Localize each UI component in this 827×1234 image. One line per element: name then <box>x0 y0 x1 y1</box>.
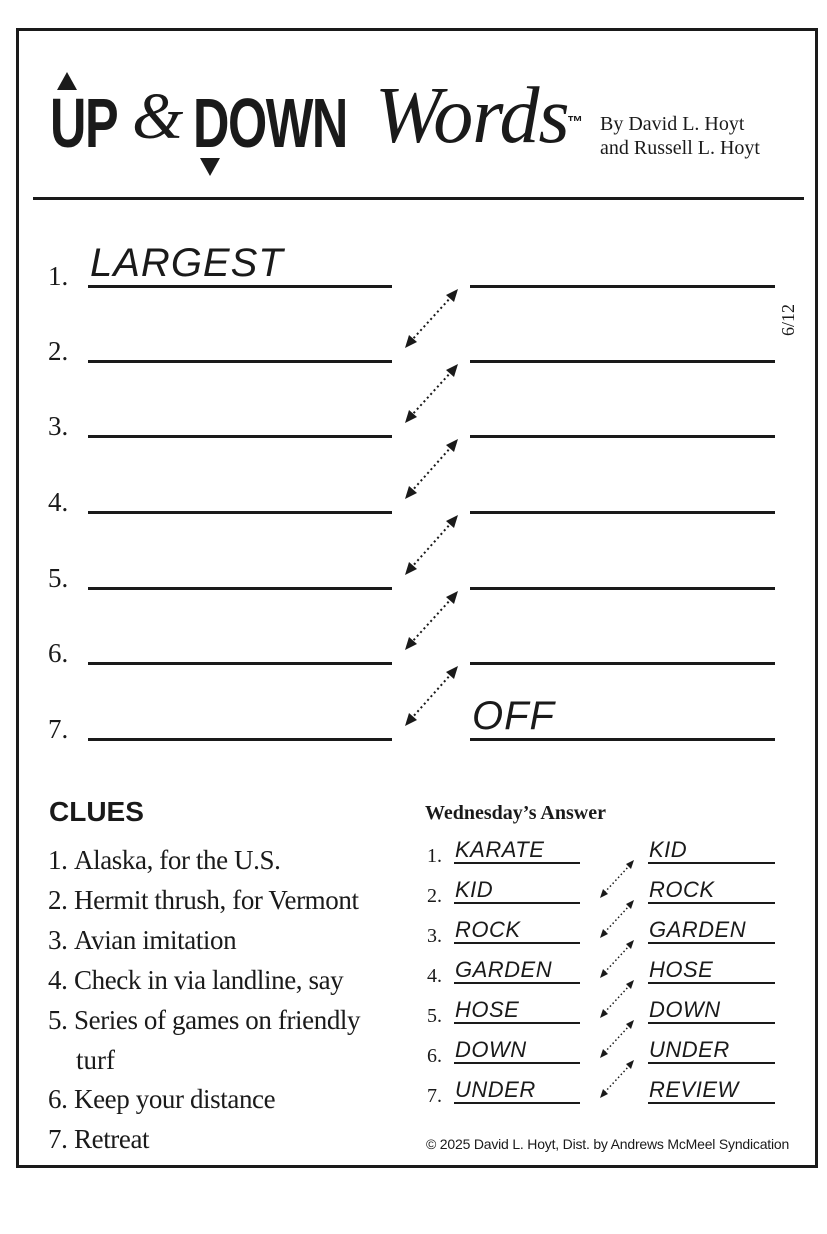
clue-number: 6. <box>48 1084 68 1114</box>
clue-text: Check in via landline, say <box>74 965 344 995</box>
clue-text: Retreat <box>74 1124 150 1154</box>
copyright: © 2025 David L. Hoyt, Dist. by Andrews McMeel Syndication <box>426 1136 790 1152</box>
row-number: 6. <box>48 638 69 668</box>
byline-line-1: By David L. Hoyt <box>600 113 745 135</box>
previous-row-number: 3. <box>427 925 442 947</box>
title-ampersand: & <box>132 80 184 153</box>
title-up: UP <box>50 84 118 162</box>
previous-left-word: GARDEN <box>455 957 553 982</box>
previous-left-word: KID <box>455 877 494 902</box>
previous-row-number: 4. <box>427 965 442 987</box>
side-date: 6/12 <box>778 303 798 336</box>
clue-text: Hermit thrush, for Vermont <box>74 885 359 915</box>
row-number: 1. <box>48 261 69 291</box>
previous-right-word: HOSE <box>649 957 714 982</box>
double-arrow-icon <box>600 860 634 898</box>
title-words: Words <box>375 72 569 160</box>
double-arrow-icon <box>600 1020 634 1058</box>
previous-right-word: KID <box>649 837 688 862</box>
previous-row-number: 2. <box>427 885 442 907</box>
previous-answer-heading: Wednesday’s Answer <box>425 802 606 824</box>
previous-left-word: KARATE <box>455 837 545 862</box>
clue-number: 2. <box>48 885 68 915</box>
clue-text: Avian imitation <box>74 925 237 955</box>
trademark-mark: ™ <box>567 114 583 131</box>
previous-right-word: UNDER <box>649 1037 730 1062</box>
previous-right-word: ROCK <box>649 877 715 902</box>
clue-number: 3. <box>48 925 68 955</box>
double-arrow-icon <box>600 940 634 978</box>
previous-right-word: GARDEN <box>649 917 747 942</box>
clue-number: 7. <box>48 1124 68 1154</box>
clue-number: 5. <box>48 1005 68 1035</box>
double-arrow-icon <box>600 980 634 1018</box>
row-number: 5. <box>48 563 69 593</box>
row-number: 4. <box>48 487 69 517</box>
clue-text: Keep your distance <box>74 1084 276 1114</box>
previous-left-word: UNDER <box>455 1077 536 1102</box>
clue-number: 4. <box>48 965 68 995</box>
previous-row-number: 5. <box>427 1005 442 1027</box>
previous-row-number: 7. <box>427 1085 442 1107</box>
previous-row-number: 6. <box>427 1045 442 1067</box>
clue-text: Series of games on friendly <box>74 1005 361 1035</box>
clue-number: 1. <box>48 845 68 875</box>
double-arrow-icon <box>600 1060 634 1098</box>
previous-left-word: ROCK <box>455 917 521 942</box>
clue-text-continued: turf <box>76 1045 115 1075</box>
clues-heading: CLUES <box>49 796 144 827</box>
previous-left-word: DOWN <box>455 1037 527 1062</box>
previous-left-word: HOSE <box>455 997 520 1022</box>
previous-row-number: 1. <box>427 845 442 867</box>
previous-right-word: REVIEW <box>649 1077 739 1102</box>
byline-line-2: and Russell L. Hoyt <box>600 137 760 159</box>
row-number: 7. <box>48 714 69 744</box>
row-number: 3. <box>48 411 69 441</box>
title-down: DOWN <box>193 84 347 162</box>
double-arrow-icon <box>600 900 634 938</box>
left-answer-word: LARGEST <box>90 241 284 285</box>
right-answer-word: OFF <box>472 694 555 738</box>
previous-right-word: DOWN <box>649 997 721 1022</box>
row-number: 2. <box>48 336 69 366</box>
clue-text: Alaska, for the U.S. <box>74 845 281 875</box>
